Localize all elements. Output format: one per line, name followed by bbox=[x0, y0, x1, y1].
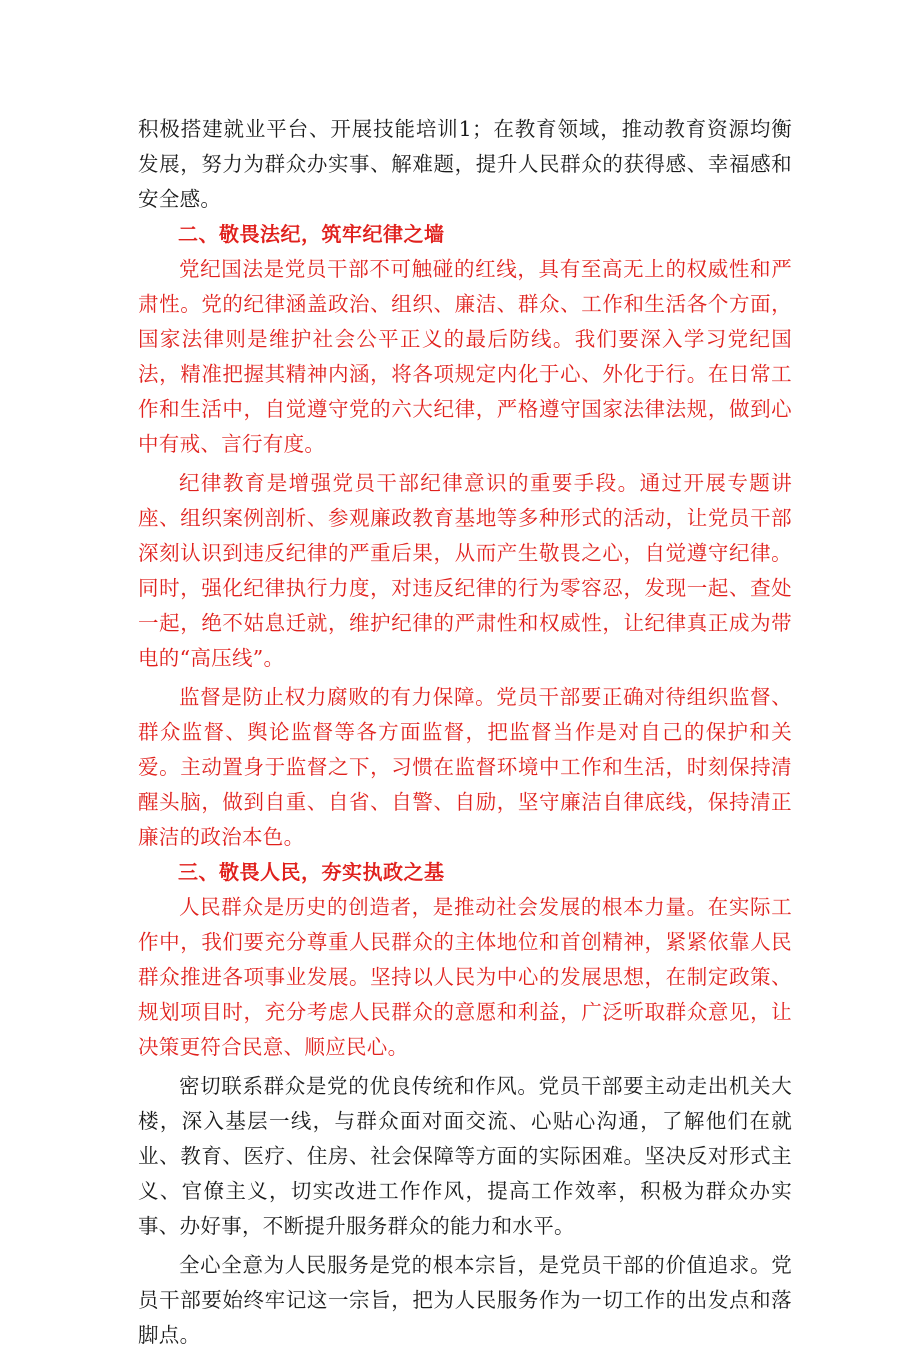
paragraph-discipline-redline: 党纪国法是党员干部不可触碰的红线，具有至高无上的权威性和严肃性。党的纪律涵盖政治、组织、廉洁、群众、工作和生活各个方面，国家法律则是维护社会公平正义的最后防线。我们要深入学习党纪国法，精准把握其精神内涵，将各项规定内化于心、外化于行。在日常工作和生活中，自觉遵守党的六大纪律，严格遵守国家法律法规，做到心中有戒、言行有度。 bbox=[138, 257, 792, 456]
section-heading-2: 二、敬畏法纪，筑牢纪律之墙 bbox=[178, 222, 445, 246]
document-page bbox=[138, 112, 792, 1353]
paragraph-supervision: 监督是防止权力腐败的有力保障。党员干部要正确对待组织监督、群众监督、舆论监督等各方面监督，把监督当作是对自己的保护和关爱。主动置身于监督之下，习惯在监督环境中工作和生活，时刻保持清醒头脑，做到自重、自省、自警、自励，坚守廉洁自律底线，保持清正廉洁的政治本色。 bbox=[138, 685, 792, 849]
paragraph-discipline-education: 纪律教育是增强党员干部纪律意识的重要手段。通过开展专题讲座、组织案例剖析、参观廉政教育基地等多种形式的活动，让党员干部深刻认识到违反纪律的严重后果，从而产生敬畏之心，自觉遵守纪律。同时，强化纪律执行力度，对违反纪律的行为零容忍，发现一起、查处一起，绝不姑息迁就，维护纪律的严肃性和权威性，让纪律真正成为带电的“高压线”。 bbox=[138, 471, 792, 670]
section-heading-3: 三、敬畏人民，夯实执政之基 bbox=[178, 860, 445, 884]
paragraph-people-creators: 人民群众是历史的创造者，是推动社会发展的根本力量。在实际工作中，我们要充分尊重人民群众的主体地位和首创精神，紧紧依靠人民群众推进各项事业发展。坚持以人民为中心的发展思想，在制定政策、规划项目时，充分考虑人民群众的意愿和利益，广泛听取群众意见，让决策更符合民意、顺应民心。 bbox=[138, 895, 792, 1059]
paragraph-contact-masses: 密切联系群众是党的优良传统和作风。党员干部要主动走出机关大楼，深入基层一线，与群众面对面交流、心贴心沟通，了解他们在就业、教育、医疗、住房、社会保障等方面的实际困难。坚决反对形式主义、官僚主义，切实改进工作作风，提高工作效率，积极为群众办实事、办好事，不断提升服务群众的能力和水平。 bbox=[138, 1074, 792, 1238]
paragraph-serve-people: 全心全意为人民服务是党的根本宗旨，是党员干部的价值追求。党员干部要始终牢记这一宗旨，把为人民服务作为一切工作的出发点和落脚点。 bbox=[138, 1253, 792, 1347]
paragraph-intro-continuation: 积极搭建就业平台、开展技能培训1；在教育领域，推动教育资源均衡发展，努力为群众办实事、解难题，提升人民群众的获得感、幸福感和安全感。 bbox=[138, 117, 792, 211]
